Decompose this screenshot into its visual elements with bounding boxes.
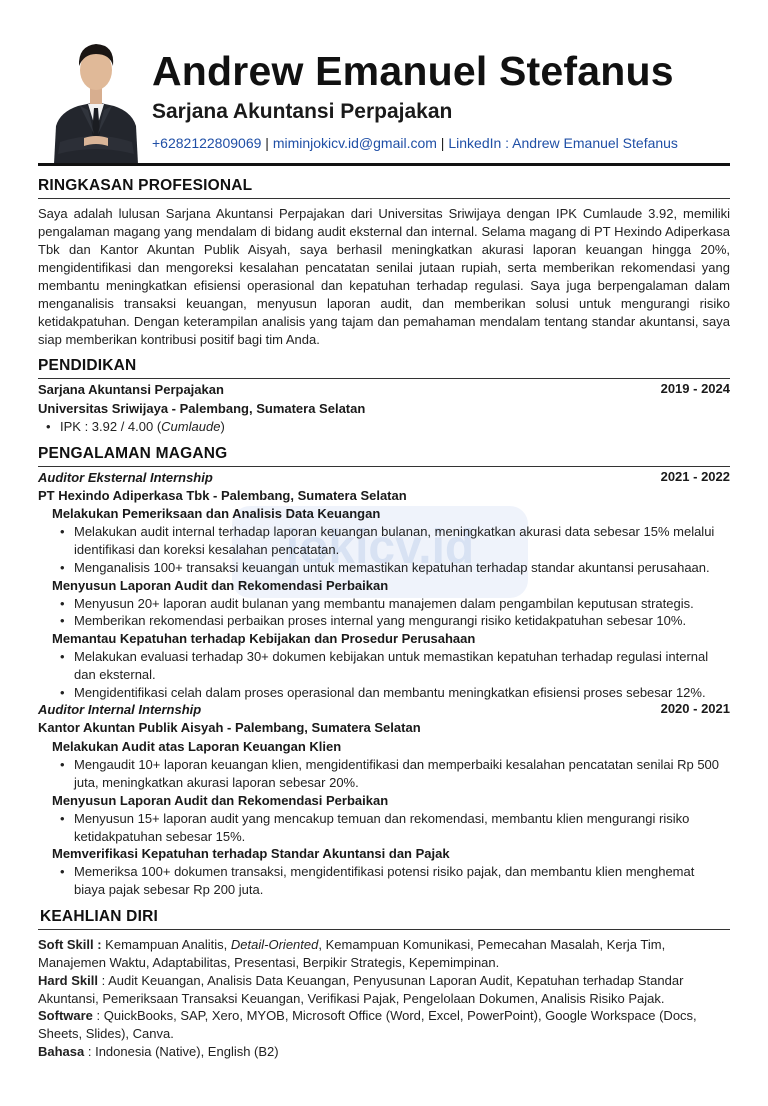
section-title-skills: KEAHLIAN DIRI — [40, 908, 158, 925]
job-dates: 2020 - 2021 — [660, 701, 730, 716]
bullet-text: • Menyusun 15+ laporan audit yang mencakup temuan dan rekomendasi, membantu klien mengurangi risiko ketidakpatuhan sebesar 15%. — [74, 811, 690, 844]
languages — [38, 1043, 730, 1061]
soft-skill-label: Soft Skill : — [38, 937, 102, 952]
bullet-text: • Melakukan audit internal terhadap laporan keuangan bulanan, meningkatkan akurasi data sebesar 15% melalui identifikasi dan koreksi kesalahan pencatatan. — [74, 524, 715, 557]
full-name: Andrew Emanuel Stefanus — [152, 48, 674, 94]
software-label: Software — [38, 1008, 93, 1023]
hard-skill-text: : Audit Keuangan, Analisis Data Keuangan, Penyusunan Laporan Audit, Kepatuhan terhadap Standar Akuntansi, Pemeriksaan Transaksi Keuangan, Verifikasi Pajak, Pengelolaan Dokumen, Analisis Risiko Pajak. — [38, 973, 684, 1006]
header-divider — [38, 163, 730, 166]
watermark-text: jokicv.id — [285, 521, 475, 574]
contact-separator: | — [261, 135, 273, 151]
soft-skill-text: Kemampuan Analitis, — [101, 937, 231, 952]
list-item — [60, 863, 710, 899]
bullet-text: • Melakukan evaluasi terhadap 30+ dokumen kebijakan untuk memastikan kepatuhan terhadap regulasi internal dan eksternal. — [74, 649, 709, 682]
section-divider — [38, 378, 730, 379]
hard-skills — [38, 972, 730, 1008]
list-item — [60, 756, 730, 792]
gpa-honor: Cumlaude — [161, 419, 221, 434]
contact-separator: | — [436, 135, 449, 151]
task-heading: Memverifikasi Kepatuhan terhadap Standar Akuntansi dan Pajak — [52, 846, 450, 861]
list-item — [60, 648, 730, 684]
software-text: : QuickBooks, SAP, Xero, MYOB, Microsoft Office (Word, Excel, PowerPoint), Google Workspace (Docs, Sheets, Slides), Canva. — [38, 1008, 697, 1041]
education-school: Universitas Sriwijaya - Palembang, Sumatera Selatan — [38, 401, 366, 416]
bullet-text: • Mengidentifikasi celah dalam proses operasional dan membantu meningkatkan efisiensi proses sebesar 12%. — [74, 685, 706, 700]
bullet-text: • Memberikan rekomendasi perbaikan proses internal yang mengurangi risiko ketidakpatuhan sebesar 10%. — [74, 613, 687, 628]
email-link[interactable]: miminjokicv.id@gmail.com — [272, 135, 437, 151]
gpa-prefix: IPK : 3.92 / 4.00 ( — [60, 419, 162, 434]
list-item — [60, 612, 730, 630]
list-item — [60, 523, 730, 559]
task-heading: Melakukan Audit atas Laporan Keuangan Klien — [52, 739, 342, 754]
language-text: : Indonesia (Native), English (B2) — [84, 1044, 279, 1059]
gpa-suffix: ) — [220, 419, 225, 434]
software-skills — [38, 1007, 730, 1043]
language-label: Bahasa — [38, 1044, 85, 1059]
section-divider — [38, 929, 730, 930]
soft-skill-italic: Detail-Oriented — [230, 937, 319, 952]
education-degree: Sarjana Akuntansi Perpajakan — [38, 382, 224, 397]
list-item — [60, 684, 730, 702]
bullet-text: • Menyusun 20+ laporan audit bulanan yang membantu manajemen dalam pengambilan keputusan strategis. — [74, 596, 694, 611]
linkedin-link[interactable]: LinkedIn : Andrew Emanuel Stefanus — [448, 135, 678, 151]
soft-skill-text: , Kemampuan Komunikasi, Pemecahan Masalah, Kerja Tim, Manajemen Waktu, Adaptabilitas, Presentasi, Berpikir Strategis, Kepemimpinan. — [38, 937, 666, 970]
resume-header — [38, 28, 730, 164]
summary-text: Saya adalah lulusan Sarjana Akuntansi Perpajakan dari Universitas Sriwijaya dengan IPK Cumlaude 3.92, memiliki pengalaman magang yang mendalam di bidang audit eksternal dan internal. Selama magang di PT Hexindo Adiperkasa Tbk dan Kantor Akuntan Publik Aisyah, saya berhasil meningkatkan akurasi laporan keuangan hingga 20%, mengidentifikasi dan mengoreksi kesalahan pencatatan senilai jutaan rupiah, serta memberikan rekomendasi yang membantu meningkatkan efisiensi operasional dan kepatuhan terhadap regulasi. Saya juga berpengalaman dalam menganalisis transaksi keuangan, menyusun laporan audit, dan memberikan solusi untuk mengurangi risiko ketidakpatuhan. Dengan keterampilan analisis yang tajam dan pemahaman mendalam tentang standar akuntansi, saya siap memberikan kontribusi positif bagi tim Anda. — [38, 206, 730, 347]
task-heading: Menyusun Laporan Audit dan Rekomendasi Perbaikan — [52, 578, 389, 593]
section-title-education: PENDIDIKAN — [38, 357, 137, 374]
job-role: Auditor Eksternal Internship — [38, 470, 213, 485]
list-item — [60, 559, 730, 577]
job-dates: 2021 - 2022 — [660, 469, 730, 484]
section-divider — [38, 466, 730, 467]
job-company: PT Hexindo Adiperkasa Tbk - Palembang, Sumatera Selatan — [38, 488, 407, 503]
task-heading: Memantau Kepatuhan terhadap Kebijakan dan Prosedur Perusahaan — [52, 631, 476, 646]
job-company: Kantor Akuntan Publik Aisyah - Palembang, Sumatera Selatan — [38, 720, 421, 735]
bullet-text: • Menganalisis 100+ transaksi keuangan untuk memastikan kepatuhan terhadap standar akuntansi perusahaan. — [74, 560, 710, 575]
section-divider — [38, 198, 730, 199]
list-item — [60, 810, 700, 846]
bullet-text: • Mengaudit 10+ laporan keuangan klien, mengidentifikasi dan memperbaiki kesalahan pencatatan senilai Rp 500 juta, meningkatkan akurasi laporan sebesar 20%. — [74, 757, 720, 790]
list-item — [60, 595, 730, 613]
hard-skill-label: Hard Skill — [38, 973, 98, 988]
profile-photo — [50, 30, 142, 164]
phone-link[interactable]: +6282122809069 — [152, 135, 262, 151]
task-heading: Menyusun Laporan Audit dan Rekomendasi Perbaikan — [52, 793, 389, 808]
soft-skills — [38, 936, 730, 972]
job-role: Auditor Internal Internship — [38, 702, 202, 717]
bullet-text: • Memeriksa 100+ dokumen transaksi, mengidentifikasi potensi risiko pajak, dan membantu klien menghemat biaya pajak sebesar Rp 200 juta. — [74, 864, 695, 897]
contact-line — [152, 135, 678, 151]
section-title-experience: PENGALAMAN MAGANG — [38, 445, 228, 462]
professional-title: Sarjana Akuntansi Perpajakan — [152, 100, 453, 123]
task-heading: Melakukan Pemeriksaan dan Analisis Data Keuangan — [52, 506, 381, 521]
education-dates: 2019 - 2024 — [660, 381, 730, 396]
list-item — [46, 418, 706, 436]
section-title-summary: RINGKASAN PROFESIONAL — [38, 177, 253, 194]
